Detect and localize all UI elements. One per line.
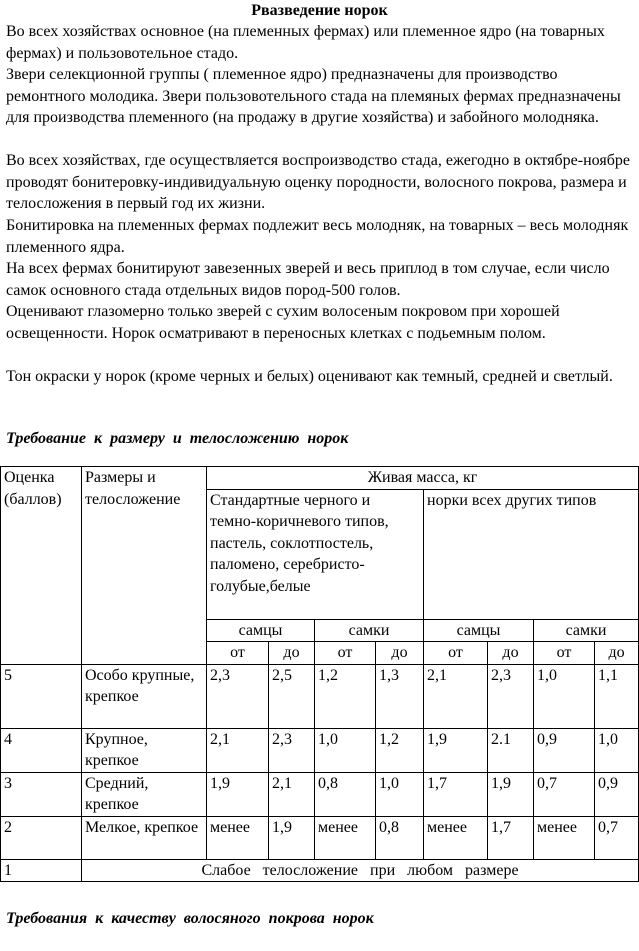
table-row	[1, 859, 639, 882]
value-cell: 2,3	[269, 728, 315, 772]
value-cell: 1,9	[424, 728, 488, 772]
score-cell: 4	[1, 728, 82, 772]
value-cell: 1,7	[488, 816, 534, 859]
header-group-standard: Стандартные черного и темно-коричневого типов, пастель, соклотпостель, паломено, серебристо-голубые,белые	[207, 489, 424, 619]
value-cell: 1,9	[488, 772, 534, 816]
header-males: самцы	[207, 619, 315, 642]
value-cell: менее	[424, 816, 488, 859]
value-cell: 1,7	[424, 772, 488, 816]
header-to: до	[595, 642, 639, 665]
header-score: Оценка (баллов)	[1, 467, 82, 665]
weak-build-cell: Слабое телосложение при любом размере	[82, 859, 639, 882]
paragraph: Оценивают глазомерно только зверей с сухим волосеным покровом при хорошей освещенности. Норок осматривают в переносных клетках с подьемным полом.	[6, 303, 560, 342]
value-cell: 1,9	[269, 816, 315, 859]
header-from: от	[424, 642, 488, 665]
value-cell: 1,2	[315, 664, 376, 728]
value-cell: 0,8	[315, 772, 376, 816]
value-cell: 1,9	[207, 772, 269, 816]
header-to: до	[376, 642, 424, 665]
value-cell: 2,3	[488, 664, 534, 728]
header-size: Размеры и телосложение	[82, 467, 207, 665]
value-cell: 2,5	[269, 664, 315, 728]
paragraph: Тон окраски у норок (кроме черных и белых) оценивают как темный, средней и светлый.	[6, 368, 613, 385]
value-cell: менее	[207, 816, 269, 859]
value-cell: 2,1	[207, 728, 269, 772]
value-cell: 1,3	[376, 664, 424, 728]
value-cell: менее	[315, 816, 376, 859]
size-cell: Средний, крепкое	[82, 772, 207, 816]
size-requirements-table	[0, 466, 639, 882]
size-cell: Крупное, крепкое	[82, 728, 207, 772]
table-row	[1, 728, 639, 772]
size-cell: Мелкое, крепкое	[82, 816, 207, 859]
header-live-weight: Живая масса, кг	[207, 467, 639, 490]
value-cell: 0,9	[595, 772, 639, 816]
value-cell: 1,0	[595, 728, 639, 772]
header-females: самки	[315, 619, 424, 642]
header-males: самцы	[424, 619, 534, 642]
value-cell: 1,1	[595, 664, 639, 728]
score-cell: 2	[1, 816, 82, 859]
table-row	[1, 816, 639, 859]
section-heading-fur: Требования к качеству волосяного покрова норок	[6, 910, 374, 927]
value-cell: 2,3	[207, 664, 269, 728]
table-row	[1, 664, 639, 728]
paragraph: Звери селекционной группы ( племенное ядро) предназначены для производство ремонтного молодика. Звери пользовотельного стада на племяных фермах предназначены для производства племенного (на продажу в другие хозяйства) и забойного молодняка.	[6, 66, 621, 126]
header-group-other: норки всех других типов	[424, 489, 639, 619]
table-row	[1, 772, 639, 816]
value-cell: 0,7	[595, 816, 639, 859]
paragraph: Во всех хозяйствах основное (на племенных фермах) или племенное ядро (на товарных фермах) и пользовотельное стадо.	[6, 23, 605, 62]
value-cell: 2.1	[488, 728, 534, 772]
value-cell: 1,0	[376, 772, 424, 816]
header-from: от	[315, 642, 376, 665]
paragraph: На всех фермах бонитируют завезенных зверей и весь приплод в том случае, если число самок основного стада отдельных видов пород-500 голов.	[6, 260, 610, 299]
value-cell: 0,8	[376, 816, 424, 859]
value-cell: 1,0	[315, 728, 376, 772]
paragraph: Бонитировка на племенных фермах подлежит весь молодняк, на товарных – весь молодняк племенного ядра.	[6, 217, 629, 256]
value-cell: менее	[534, 816, 595, 859]
score-cell: 3	[1, 772, 82, 816]
header-to: до	[488, 642, 534, 665]
document-title: Рвазведение норок	[251, 2, 388, 19]
value-cell: 2,1	[424, 664, 488, 728]
score-cell: 5	[1, 664, 82, 728]
value-cell: 0,7	[534, 772, 595, 816]
value-cell: 1,2	[376, 728, 424, 772]
header-to: до	[269, 642, 315, 665]
value-cell: 2,1	[269, 772, 315, 816]
header-from: от	[534, 642, 595, 665]
value-cell: 0,9	[534, 728, 595, 772]
size-cell: Особо крупные, крепкое	[82, 664, 207, 728]
value-cell: 1,0	[534, 664, 595, 728]
score-cell: 1	[1, 859, 82, 882]
header-females: самки	[534, 619, 639, 642]
paragraph: Во всех хозяйствах, где осуществляется воспроизводство стада, ежегодно в октябре-ноябре проводят бонитеровку-индивидуальную оценку породности, волосного покрова, размера и телосложения в первый год их жизни.	[6, 152, 630, 212]
section-heading-size: Требование к размеру и телосложению норок	[6, 430, 349, 447]
header-from: от	[207, 642, 269, 665]
